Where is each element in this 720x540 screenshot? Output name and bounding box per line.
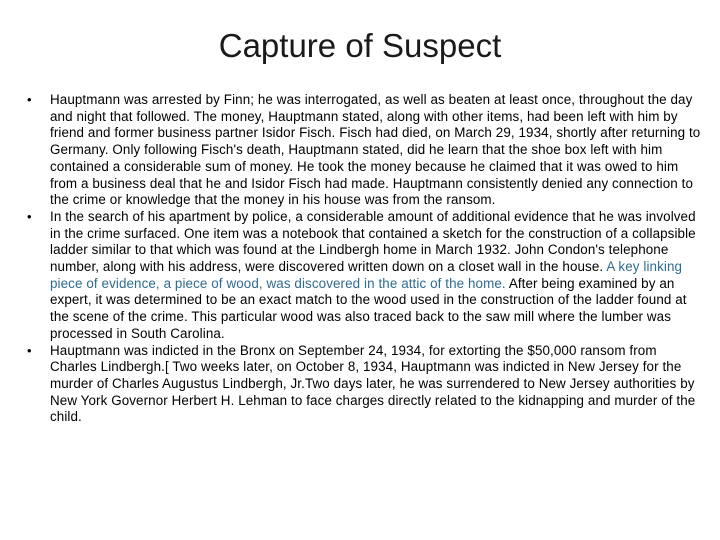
bullet-arrest — [24, 92, 704, 209]
bullet-marker: • — [27, 342, 32, 358]
bullet-text: Hauptmann was indicted in the Bronx on September 24, 1934, for extorting the $50,000 ransom from Charles Lindbergh.[ Two weeks later, on October 8, 1934, Hauptmann was indicted in New Jersey for the murder of Charles Augustus Lindbergh, Jr.Two days later, he was surrendered to New Jersey authorities by New York Governor Herbert H. Lehman to face charges directly related to the kidnapping and murder of the child. — [50, 342, 696, 425]
highlighted-evidence-text: A key linking piece of evidence, a piece of wood, was discovered in the attic of the home. — [50, 259, 683, 291]
bullet-search — [24, 209, 704, 343]
bullet-text-before: In the search of his apartment by police, a considerable amount of additional evidence that he was involved in the crime surfaced. One item was a notebook that contained a sketch for the construction of a collapsible ladder similar to that which was found at the Lindbergh home in March 1932. John Condon's telephone number, along with his address, were discovered written down on a closet wall in the house. — [50, 208, 696, 275]
bullet-marker: • — [27, 92, 32, 107]
slide-title: Capture of Suspect — [218, 27, 502, 64]
bullet-indictment — [24, 343, 704, 427]
bullet-list — [24, 92, 704, 426]
bullet-text-after: After being examined by an expert, it was determined to be an exact match to the wood used in the construction of the ladder found at the scene of the crime. This particular wood was also traced back to the saw mill where the lumber was processed in South Carolina. — [50, 275, 687, 341]
bullet-marker: • — [27, 208, 32, 224]
bullet-text: Hauptmann was arrested by Finn; he was interrogated, as well as beaten at least once, throughout the day and night that followed. The money, Hauptmann stated, along with other items, had been left with him by friend and former business partner Isidor Fisch. Fisch had died, on March 29, 1934, shortly after returning to Germany. Only following Fisch's death, Hauptmann stated, did he learn that the shoe box left with him contained a considerable sum of money. He took the money because he claimed that it was owed to him from a business deal that he and Isidor Fisch had made. Hauptmann consistently denied any connection to the crime or knowledge that the money in his house was from the ransom. — [50, 92, 701, 208]
